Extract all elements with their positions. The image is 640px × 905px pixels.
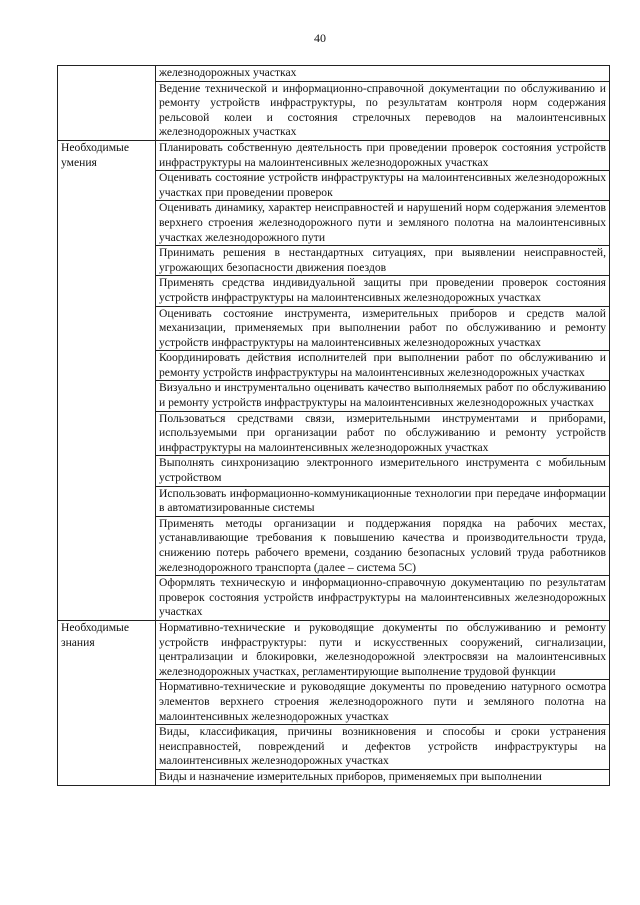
requirement-text: Применять методы организации и поддержания порядка на рабочих местах, устанавливающие требования к повышению качества и производительности труда, снижению потерь рабочего времени, созданию безопасных условий труда работников железнодорожного транспорта (далее – система 5С) [156,516,610,575]
requirement-text: Пользоваться средствами связи, измерительными инструментами и приборами, используемыми при организации работ по обслуживанию и ремонту устройств инфраструктуры на малоинтенсивных железнодорожных участках [156,411,610,456]
requirement-text: железнодорожных участках [156,66,610,82]
requirement-text: Оценивать состояние устройств инфраструктуры на малоинтенсивных железнодорожных участках при проведении проверок [156,171,610,201]
requirement-text: Визуально и инструментально оценивать качество выполняемых работ по обслуживанию и ремонту устройств инфраструктуры на малоинтенсивных железнодорожных участках [156,381,610,411]
requirement-text: Ведение технической и информационно-справочной документации по обслуживанию и ремонту устройств инфраструктуры, по результатам контроля норм содержания рельсовой колеи и состояния стрелочных переводов на малоинтенсивных железнодорожных участках [156,81,610,140]
section-label: Необходимые знания [58,620,156,785]
requirement-text: Оформлять техническую и информационно-справочную документацию по результатам проверок состояния устройств инфраструктуры на малоинтенсивных железнодорожных участках [156,576,610,621]
table-row [58,620,610,679]
section-label: Необходимые умения [58,140,156,620]
requirement-text: Виды и назначение измерительных приборов, применяемых при выполнении [156,769,610,785]
requirement-text: Использовать информационно-коммуникационные технологии при передаче информации в автоматизированные системы [156,486,610,516]
requirement-text: Применять средства индивидуальной защиты при проведении проверок состояния устройств инфраструктуры на малоинтенсивных железнодорожных участках [156,276,610,306]
requirement-text: Оценивать динамику, характер неисправностей и нарушений норм содержания элементов верхнего строения железнодорожного пути и земляного полотна на малоинтенсивных участках железнодорожного пути [156,201,610,246]
requirement-text: Выполнять синхронизацию электронного измерительного инструмента с мобильным устройством [156,456,610,486]
requirement-text: Виды, классификация, причины возникновения и способы и сроки устранения неисправностей, повреждений и дефектов устройств инфраструктуры на малоинтенсивных железнодорожных участках [156,725,610,770]
page-number: 40 [314,31,326,45]
table-row [58,66,610,82]
requirement-text: Координировать действия исполнителей при выполнении работ по обслуживанию и ремонту устройств инфраструктуры на малоинтенсивных железнодорожных участках [156,351,610,381]
requirements-table [57,65,610,786]
requirement-text: Нормативно-технические и руководящие документы по обслуживанию и ремонту устройств инфраструктуры: пути и искусственных сооружений, сигнализации, централизации и блокировки, железнодорожной электросвязи на малоинтенсивных железнодорожных участках, регламентирующие выполнение трудовой функции [156,620,610,679]
requirement-text: Нормативно-технические и руководящие документы по проведению натурного осмотра элементов верхнего строения железнодорожного пути и земляного полотна на малоинтенсивных железнодорожных участках [156,680,610,725]
table-row [58,140,610,170]
section-label [58,66,156,141]
requirement-text: Принимать решения в нестандартных ситуациях, при выявлении неисправностей, угрожающих безопасности движения поездов [156,246,610,276]
requirement-text: Планировать собственную деятельность при проведении проверок состояния устройств инфраструктуры на малоинтенсивных железнодорожных участках [156,140,610,170]
requirement-text: Оценивать состояние инструмента, измерительных приборов и средств малой механизации, применяемых при выполнении работ по обслуживанию и ремонту устройств инфраструктуры на малоинтенсивных железнодорожных участках [156,306,610,351]
